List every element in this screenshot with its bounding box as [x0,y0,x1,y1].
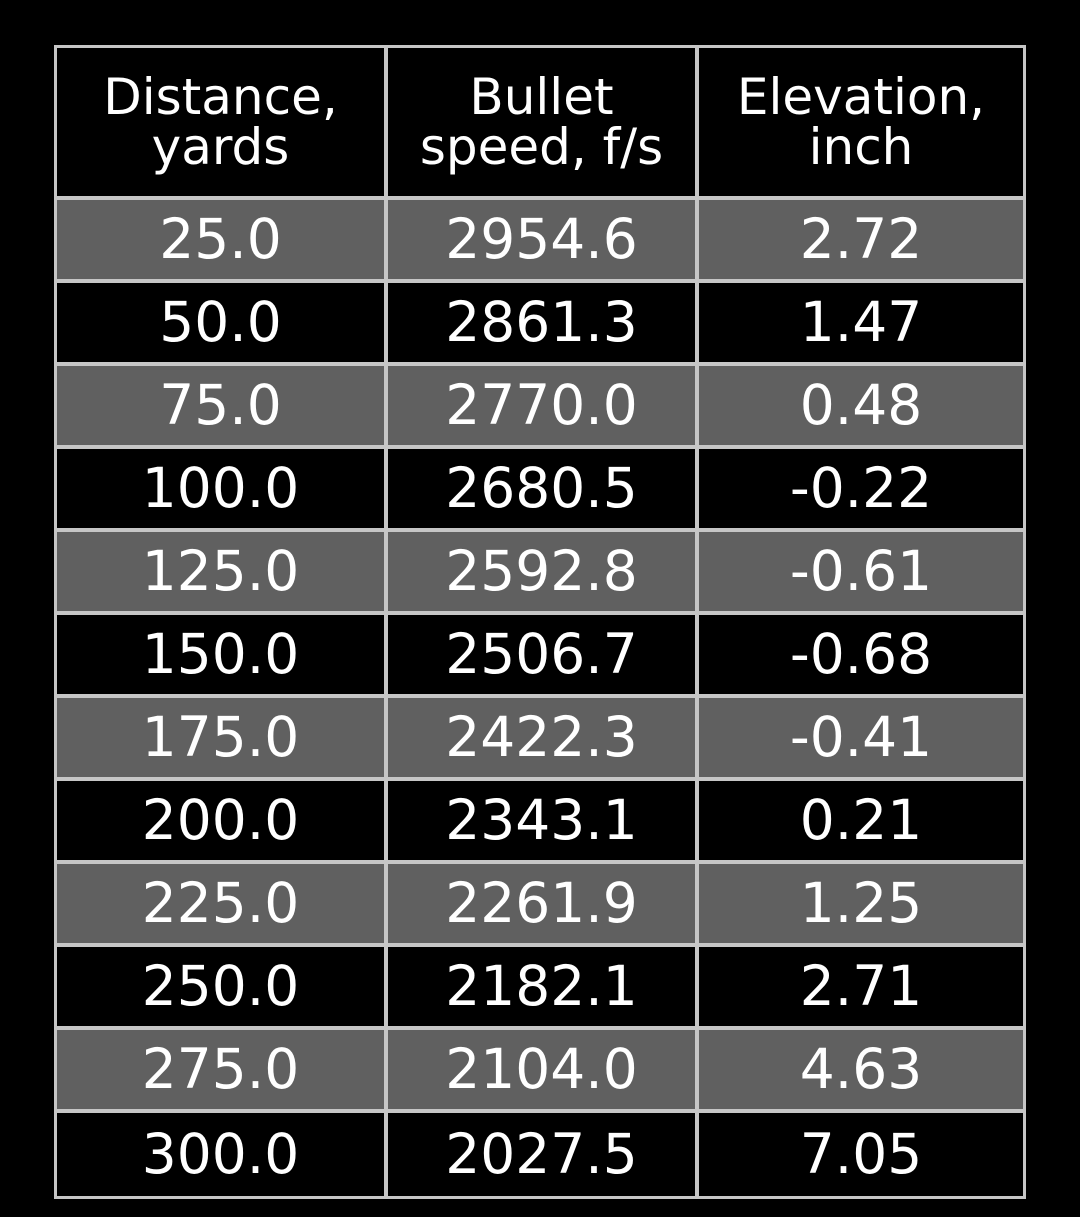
header-row [57,48,1023,200]
ballistics-table-container [54,45,1026,1199]
cell-elevation: -0.22 [699,449,1023,532]
cell-distance: 100.0 [57,449,388,532]
cell-distance: 275.0 [57,1030,388,1113]
cell-bullet-speed: 2343.1 [388,781,699,864]
cell-bullet-speed: 2104.0 [388,1030,699,1113]
cell-elevation: -0.41 [699,698,1023,781]
header-elevation-line1: Elevation, [736,68,986,126]
ballistics-table [54,45,1026,1199]
cell-distance: 175.0 [57,698,388,781]
cell-bullet-speed: 2422.3 [388,698,699,781]
header-bullet-speed-line1: Bullet [469,68,614,126]
table-row [57,1030,1023,1113]
header-distance-line2: yards [151,118,290,176]
cell-bullet-speed: 2592.8 [388,532,699,615]
cell-distance: 300.0 [57,1113,388,1196]
table-row [57,532,1023,615]
table-row [57,200,1023,283]
table-row [57,366,1023,449]
cell-distance: 250.0 [57,947,388,1030]
cell-bullet-speed: 2770.0 [388,366,699,449]
cell-elevation: 0.21 [699,781,1023,864]
cell-bullet-speed: 2027.5 [388,1113,699,1196]
cell-distance: 125.0 [57,532,388,615]
cell-distance: 75.0 [57,366,388,449]
cell-elevation: 7.05 [699,1113,1023,1196]
table-row [57,781,1023,864]
cell-bullet-speed: 2680.5 [388,449,699,532]
cell-distance: 25.0 [57,200,388,283]
header-elevation-line2: inch [808,118,914,176]
cell-distance: 225.0 [57,864,388,947]
cell-elevation: 2.72 [699,200,1023,283]
header-bullet-speed [388,48,699,200]
cell-bullet-speed: 2861.3 [388,283,699,366]
table-row [57,1113,1023,1196]
header-distance [57,48,388,200]
cell-elevation: 1.47 [699,283,1023,366]
table-header [57,48,1023,200]
cell-bullet-speed: 2954.6 [388,200,699,283]
cell-distance: 200.0 [57,781,388,864]
header-distance-line1: Distance, [103,68,338,126]
cell-elevation: -0.61 [699,532,1023,615]
cell-distance: 150.0 [57,615,388,698]
cell-bullet-speed: 2261.9 [388,864,699,947]
cell-elevation: 2.71 [699,947,1023,1030]
table-body [57,200,1023,1196]
table-row [57,615,1023,698]
cell-elevation: 0.48 [699,366,1023,449]
table-row [57,283,1023,366]
header-bullet-speed-line2: speed, f/s [419,118,664,176]
cell-distance: 50.0 [57,283,388,366]
table-row [57,864,1023,947]
cell-elevation: 1.25 [699,864,1023,947]
cell-bullet-speed: 2182.1 [388,947,699,1030]
table-row [57,947,1023,1030]
table-row [57,449,1023,532]
cell-elevation: 4.63 [699,1030,1023,1113]
table-row [57,698,1023,781]
cell-elevation: -0.68 [699,615,1023,698]
cell-bullet-speed: 2506.7 [388,615,699,698]
header-elevation [699,48,1023,200]
